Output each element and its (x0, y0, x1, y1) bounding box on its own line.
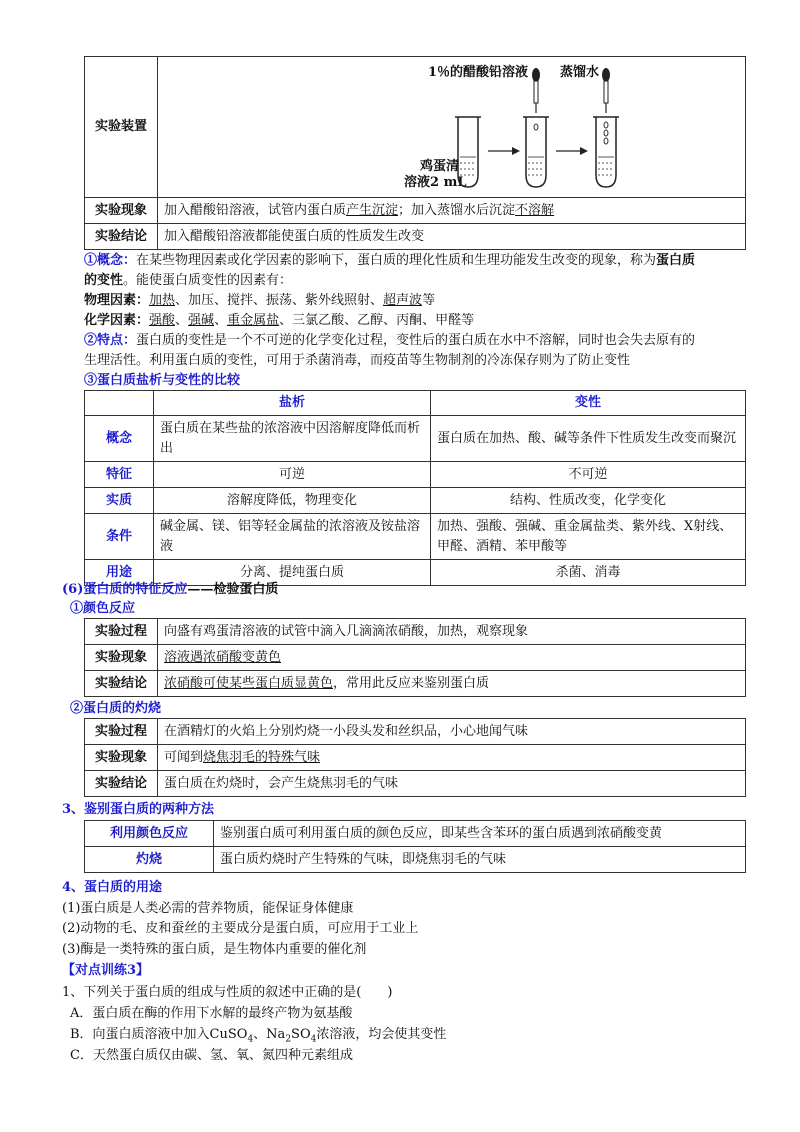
underlined-text: 强碱 (188, 313, 215, 328)
uses-item: (1)蛋白质是人类必需的营养物质，能保证身体健康 (62, 901, 354, 916)
test-tube-1 (455, 117, 481, 187)
identify-table (84, 820, 746, 873)
compare-cell: 蛋白质在加热、酸、碱等条件下性质发生改变而聚沉 (431, 416, 746, 462)
reagent2-label: 蒸馏水 (560, 65, 600, 80)
sample-label-2: 溶液2 mL (404, 175, 467, 190)
table1-row-text (158, 198, 746, 224)
text-part: 等 (422, 293, 436, 308)
text-part: 浓溶液，均会使其变性 (316, 1027, 447, 1042)
feature-line-2 (84, 351, 764, 371)
feature-line-1 (84, 331, 764, 351)
color-row-text (158, 671, 746, 697)
burn-row-text: 在酒精灯的火焰上分别灼烧一小段头发和丝织品，小心地闻气味 (158, 719, 746, 745)
color-row-text (158, 645, 746, 671)
concept-line-2 (84, 271, 764, 291)
compare-col-denature: 变性 (431, 391, 746, 416)
text-part: 、 (214, 313, 228, 328)
compare-col-salting: 盐析 (154, 391, 431, 416)
color-row-text: 向盛有鸡蛋清溶液的试管中滴入几滴滴浓硝酸，加热，观察现象 (158, 619, 746, 645)
concept-term: 的变性 (84, 273, 124, 288)
physical-factors (84, 291, 764, 311)
uses-heading: 4、蛋白质的用途 (62, 880, 163, 895)
dropper-2 (602, 68, 610, 113)
identify-row-label: 灼烧 (85, 847, 214, 873)
concept-line-1 (84, 251, 764, 271)
option-a[interactable]: A．蛋白质在酶的作用下水解的最终产物为氨基酸 (70, 1006, 353, 1021)
apparatus-figure (158, 57, 746, 198)
burn-row-label: 实验过程 (85, 719, 158, 745)
compare-cell: 分离、提纯蛋白质 (154, 560, 431, 586)
table1-row-text: 加入醋酸铅溶液都能使蛋白质的性质发生改变 (158, 224, 746, 250)
color-row-label: 实验结论 (85, 671, 158, 697)
chemical-factors (84, 311, 764, 331)
underlined-text: 重金属盐 (227, 313, 280, 328)
compare-cell: 加热、强酸、强碱、重金属盐类、紫外线、X射线、甲醛、酒精、苯甲酸等 (431, 514, 746, 560)
underlined-text: 烧焦羽毛的特殊气味 (203, 749, 321, 765)
color-reaction-table (84, 618, 746, 697)
compare-cell: 溶解度降低，物理变化 (154, 488, 431, 514)
uses-item: (3)酶是一类特殊的蛋白质，是生物体内重要的催化剂 (62, 942, 367, 957)
underlined-text: 浓硝酸可使某些蛋白质显黄色 (164, 675, 334, 691)
option-c[interactable]: C．天然蛋白质仅由碳、氢、氧、氮四种元素组成 (70, 1048, 353, 1063)
compare-cell: 结构、性质改变，化学变化 (431, 488, 746, 514)
compare-row-label: 实质 (85, 488, 154, 514)
reagent1-label: 1％的醋酸铅溶液 (428, 65, 529, 80)
subscript: 4 (247, 1034, 254, 1045)
compare-cell: 可逆 (154, 462, 431, 488)
identify-title (62, 800, 742, 820)
practice-question: 1、下列关于蛋白质的组成与性质的叙述中正确的是( ) (62, 985, 393, 1000)
compare-row-label: 用途 (85, 560, 154, 586)
compare-row-label: 特征 (85, 462, 154, 488)
test-tube-diagram (158, 57, 744, 197)
char-reaction-subheading: ——检验蛋白质 (187, 582, 279, 597)
subscript: 4 (310, 1034, 317, 1045)
compare-title (84, 371, 764, 391)
uses-title (62, 878, 742, 898)
color-reaction-title (70, 599, 750, 619)
text-part: 、加压、搅拌、振荡、紫外线照射、 (175, 293, 384, 308)
underlined-text: 产生沉淀 (346, 202, 399, 218)
compare-table (84, 390, 746, 586)
subscript: 2 (285, 1034, 292, 1045)
physical-label: 物理因素： (84, 293, 150, 308)
table1-row-label: 实验结论 (85, 224, 158, 250)
concept-heading: ①概念： (84, 253, 137, 268)
apparatus-label: 实验装置 (85, 57, 158, 198)
burn-row-label: 实验现象 (85, 745, 158, 771)
underlined-text: 不溶解 (515, 202, 555, 218)
chemical-label: 化学因素： (84, 313, 150, 328)
text-part: ，常用此反应来鉴别蛋白质 (333, 675, 490, 691)
practice-title (62, 961, 742, 981)
uses-item: (2)动物的毛、皮和蚕丝的主要成分是蛋白质，可应用于工业上 (62, 921, 419, 936)
table1-row-label: 实验现象 (85, 198, 158, 224)
burn-table (84, 718, 746, 797)
underlined-text: 超声波 (383, 293, 423, 308)
text-part: SO (291, 1027, 311, 1042)
burn-row-text (158, 745, 746, 771)
test-tube-2 (523, 117, 549, 187)
color-row-label: 实验现象 (85, 645, 158, 671)
text-part: 可闻到 (164, 749, 204, 765)
color-row-label: 实验过程 (85, 619, 158, 645)
underlined-text: 强酸 (149, 313, 176, 328)
concept-text: 在某些物理因素或化学因素的影响下，蛋白质的理化性质和生理功能发生改变的现象，称为 (136, 253, 657, 268)
burn-row-text: 蛋白质在灼烧时，会产生烧焦羽毛的气味 (158, 771, 746, 797)
feature-heading: ②特点： (84, 333, 137, 348)
burn-heading: ②蛋白质的灼烧 (70, 701, 162, 716)
text-part: 、三氯乙酸、乙醇、丙酮、甲醛等 (279, 313, 475, 328)
identify-row-label: 利用颜色反应 (85, 821, 214, 847)
test-tube-3 (593, 117, 619, 187)
practice-heading: 【对点训练3】 (62, 963, 150, 978)
experiment-table (84, 56, 746, 250)
burn-title (70, 699, 750, 719)
compare-cell: 碱金属、镁、铝等轻金属盐的浓溶液及铵盐溶液 (154, 514, 431, 560)
compare-row-label: 条件 (85, 514, 154, 560)
compare-heading: ③蛋白质盐析与变性的比较 (84, 373, 241, 388)
text-part: B．向蛋白质溶液中加入CuSO (70, 1027, 248, 1042)
compare-cell: 杀菌、消毒 (431, 560, 746, 586)
compare-cell: 不可逆 (431, 462, 746, 488)
feature-text: 生理活性。利用蛋白质的变性，可用于杀菌消毒，而疫苗等生物制剂的冷冻保存则为了防止变性 (84, 353, 631, 368)
compare-corner (85, 391, 154, 416)
sample-label-1: 鸡蛋清 (420, 159, 460, 174)
concept-term: 蛋白质 (656, 253, 696, 268)
identify-row-text: 蛋白质灼烧时产生特殊的气味，即烧焦羽毛的气味 (214, 847, 746, 873)
feature-text: 蛋白质的变性是一个不可逆的化学变化过程，变性后的蛋白质在水中不溶解，同时也会失去原有的 (136, 333, 696, 348)
underlined-text: 溶液遇浓硝酸变黄色 (164, 649, 282, 665)
color-reaction-heading: ①颜色反应 (70, 601, 136, 616)
compare-row-label: 概念 (85, 416, 154, 462)
identify-heading: 3、鉴别蛋白质的两种方法 (62, 802, 215, 817)
underlined-text: 加热 (149, 293, 176, 308)
text-part: 、 (175, 313, 189, 328)
text-part: ；加入蒸馏水后沉淀 (398, 202, 516, 218)
text-part: 加入醋酸铅溶液，试管内蛋白质 (164, 202, 347, 218)
concept-text: 。能使蛋白质变性的因素有： (123, 273, 293, 288)
identify-row-text: 鉴别蛋白质可利用蛋白质的颜色反应，即某些含苯环的蛋白质遇到浓硝酸变黄 (214, 821, 746, 847)
burn-row-label: 实验结论 (85, 771, 158, 797)
text-part: 、Na (253, 1027, 286, 1042)
char-reaction-heading: (6)蛋白质的特征反应 (62, 582, 188, 597)
char-reaction-title (62, 580, 742, 600)
dropper-1 (532, 68, 540, 113)
compare-cell: 蛋白质在某些盐的浓溶液中因溶解度降低而析出 (154, 416, 431, 462)
